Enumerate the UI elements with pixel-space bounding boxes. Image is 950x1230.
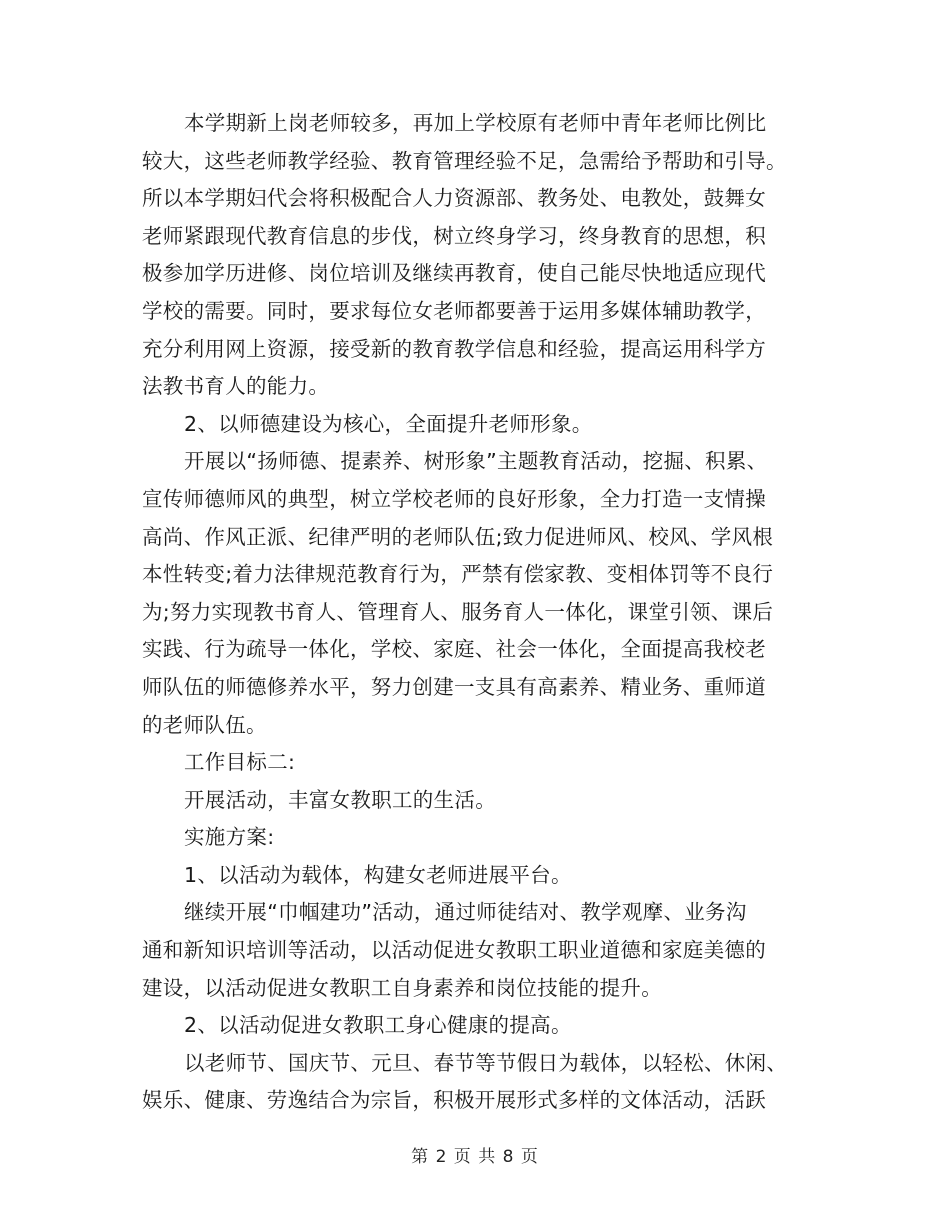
paragraph-line: 学校的需要。同时，要求每位女老师都要善于运用多媒体辅助教学， <box>142 298 766 323</box>
paragraph-line: 开展以“扬师德、提素养、树形象”主题教育活动，挖掘、积累、 <box>184 449 768 474</box>
paragraph-line: 的老师队伍。 <box>142 712 267 737</box>
paragraph-line: 较大，这些老师教学经验、教育管理经验不足，急需给予帮助和引导。 <box>142 148 787 173</box>
paragraph-line: 所以本学期妇代会将积极配合人力资源部、教务处、电教处，鼓舞女 <box>142 186 766 211</box>
page-number: 第 2 页 共 8 页 <box>411 1147 539 1167</box>
paragraph-line: 以老师节、国庆节、元旦、春节等节假日为载体，以轻松、休闲、 <box>184 1050 788 1075</box>
section-heading: 实施方案: <box>184 825 275 850</box>
paragraph-line: 法教书育人的能力。 <box>142 374 330 399</box>
paragraph-line: 宣传师德师风的典型，树立学校老师的良好形象，全力打造一支情操 <box>142 486 766 511</box>
paragraph-line: 通和新知识培训等活动，以活动促进女教职工职业道德和家庭美德的 <box>142 938 766 963</box>
document-body <box>142 105 812 1120</box>
paragraph-line: 老师紧跟现代教育信息的步伐，树立终身学习，终身教育的思想，积 <box>142 223 766 248</box>
paragraph-line: 继续开展“巾帼建功”活动，通过师徒结对、教学观摩、业务沟 <box>184 900 747 925</box>
section-heading: 2、以师德建设为核心，全面提升老师形象。 <box>184 411 593 436</box>
paragraph-line: 建设，以活动促进女教职工自身素养和岗位技能的提升。 <box>142 975 662 1000</box>
paragraph-line: 本学期新上岗老师较多，再加上学校原有老师中青年老师比例比 <box>184 111 767 135</box>
paragraph-line: 高尚、作风正派、纪律严明的老师队伍;致力促进师风、校风、学风根 <box>142 524 774 549</box>
paragraph-line: 开展活动，丰富女教职工的生活。 <box>184 787 496 812</box>
section-heading: 1、以活动为载体，构建女老师进展平台。 <box>184 862 572 887</box>
paragraph-line: 极参加学历进修、岗位培训及继续再教育，使自己能尽快地适应现代 <box>142 261 766 286</box>
page-footer <box>0 1142 950 1167</box>
paragraph-line: 师队伍的师德修养水平，努力创建一支具有高素养、精业务、重师道 <box>142 674 766 699</box>
section-heading: 2、以活动促进女教职工身心健康的提高。 <box>184 1013 572 1038</box>
paragraph-line: 充分利用网上资源，接受新的教育教学信息和经验，提高运用科学方 <box>142 336 766 361</box>
paragraph-line: 为;努力实现教书育人、管理育人、服务育人一体化，课堂引领、课后 <box>142 599 774 624</box>
section-heading: 工作目标二: <box>184 750 296 775</box>
paragraph-line: 实践、行为疏导一体化，学校、家庭、社会一体化，全面提高我校老 <box>142 637 766 662</box>
paragraph-line: 本性转变;着力法律规范教育行为，严禁有偿家教、变相体罚等不良行 <box>142 562 774 587</box>
paragraph-line: 娱乐、健康、劳逸结合为宗旨，积极开展形式多样的文体活动，活跃 <box>142 1088 766 1113</box>
